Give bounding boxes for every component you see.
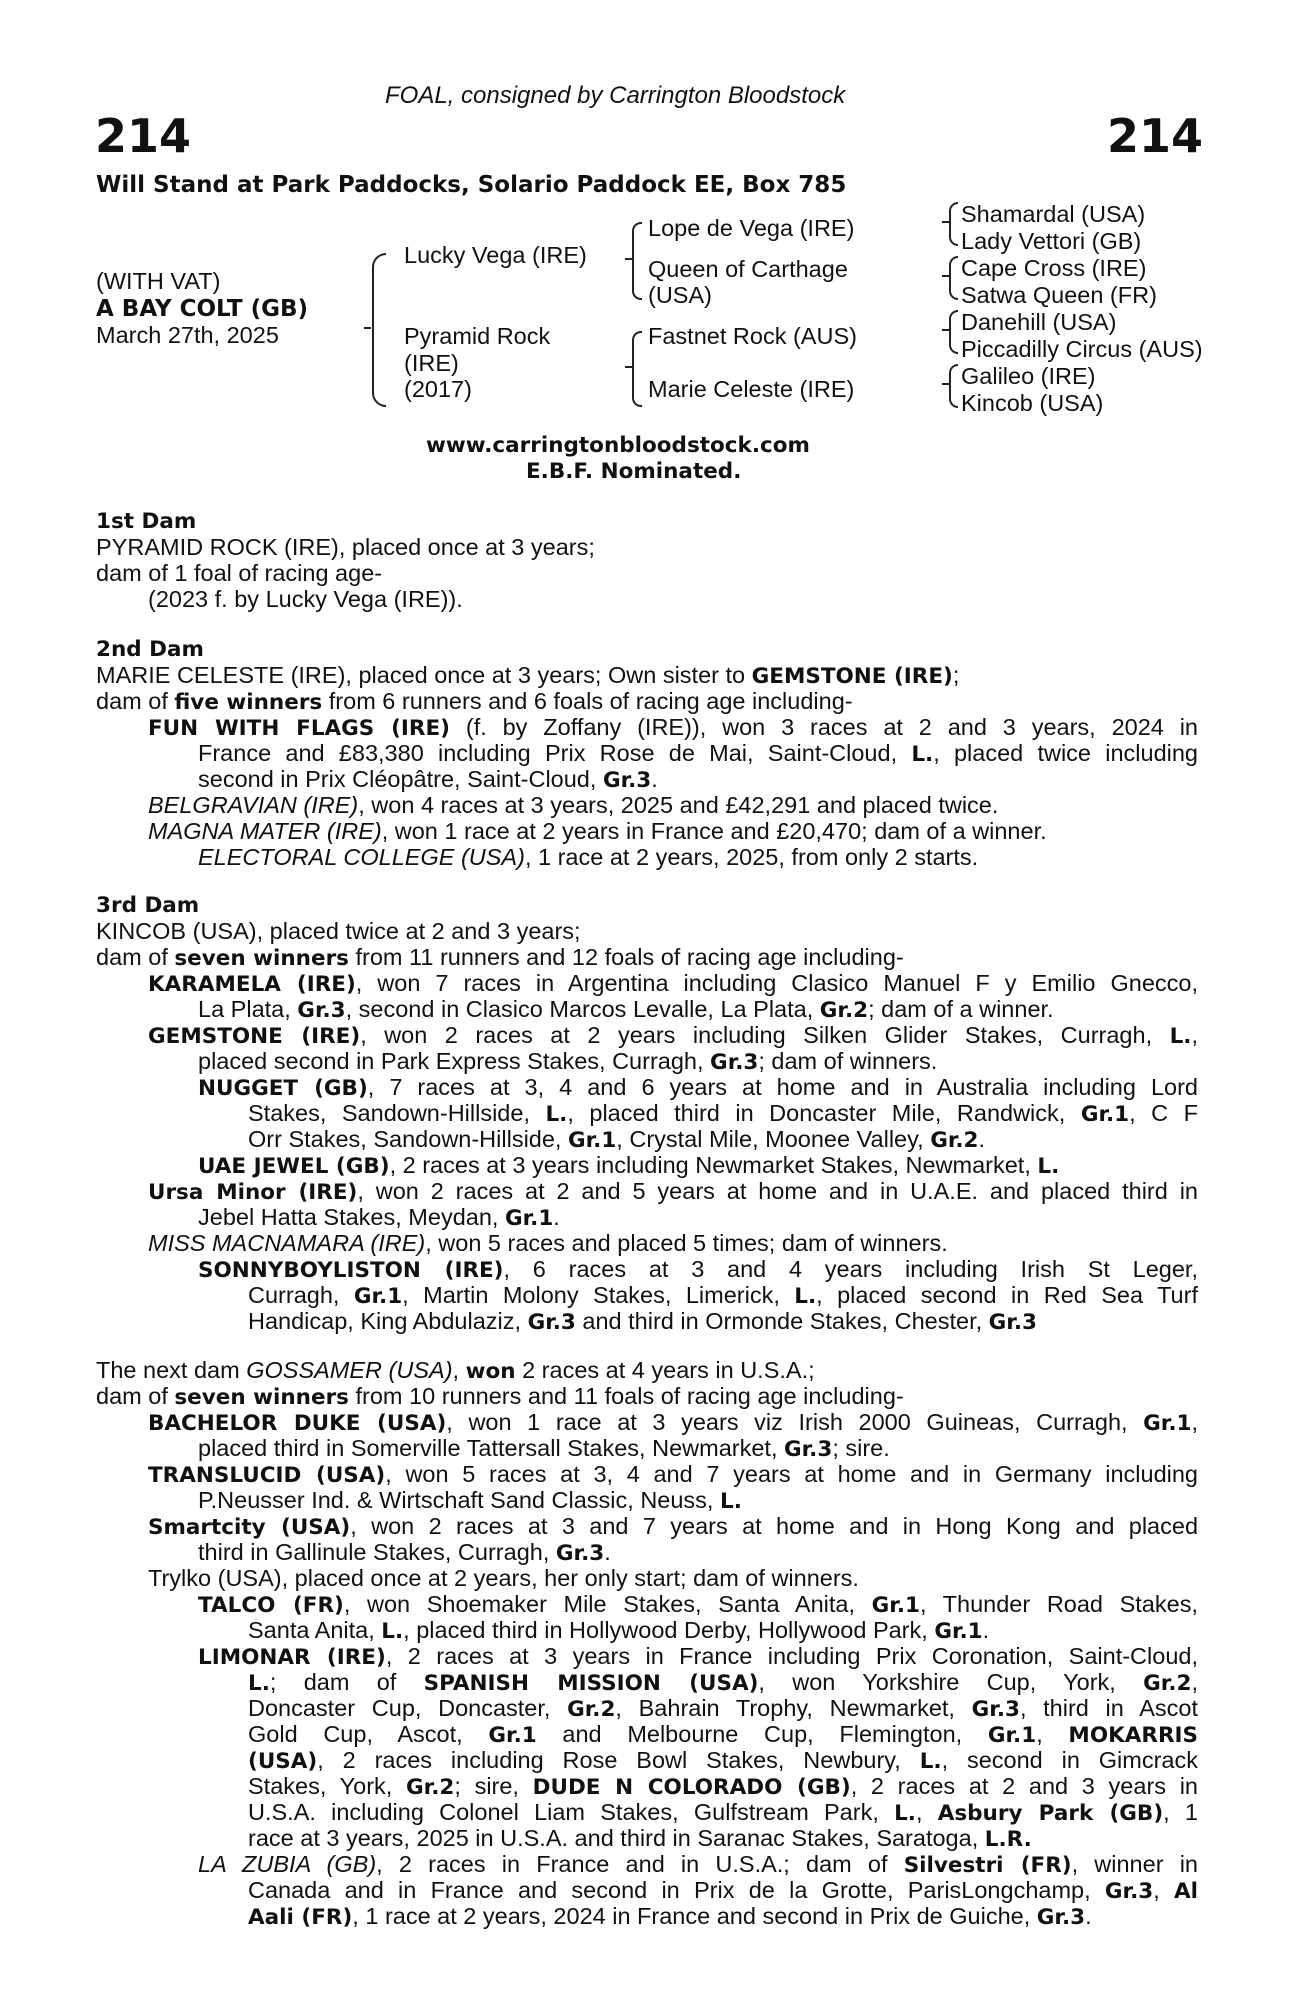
pedigree-bracket-sire-tip [625, 258, 632, 260]
pedigree-bracket-dam-tip [625, 366, 632, 368]
pedigree-dam-dam: Marie Celeste (IRE) [648, 376, 855, 402]
entry-bachelor-duke-line2: placed third in Somerville Tattersall Stakes, Newmarket, Gr.3; sire. [198, 1435, 890, 1462]
entry-talco-line1: TALCO (FR), won Shoemaker Mile Stakes, Santa Anita, Gr.1, Thunder Road Stakes, [198, 1591, 1198, 1618]
pedigree-bracket-g3d [949, 364, 958, 408]
pedigree-dam-line1: Pyramid Rock [404, 323, 551, 349]
entry-nugget-line1: NUGGET (GB), 7 races at 3, 4 and 6 years at home and in Australia including Lord [198, 1074, 1198, 1101]
website-link[interactable]: www.carringtonbloodstock.com [426, 433, 810, 458]
entry-limonar-line3: Doncaster Cup, Doncaster, Gr.2, Bahrain Trophy, Newmarket, Gr.3, third in Ascot [248, 1695, 1198, 1722]
second-dam-heading: 2nd Dam [96, 637, 204, 662]
foal-consignment-line: FOAL, consigned by Carrington Bloodstock [385, 82, 846, 109]
entry-limonar-line4: Gold Cup, Ascot, Gr.1 and Melbourne Cup, Flemington, Gr.1, MOKARRIS [248, 1721, 1198, 1748]
horse-name: A BAY COLT (GB) [96, 296, 309, 322]
entry-sonnyboyliston-line1: SONNYBOYLISTON (IRE), 6 races at 3 and 4 years including Irish St Leger, [198, 1256, 1198, 1283]
pedigree-sire: Lucky Vega (IRE) [404, 242, 587, 268]
pedigree-g3-6: Piccadilly Circus (AUS) [961, 336, 1203, 362]
entry-nugget-line3: Orr Stakes, Sandown-Hillside, Gr.1, Crystal Mile, Moonee Valley, Gr.2. [248, 1126, 986, 1153]
entry-ursa-minor-line2: Jebel Hatta Stakes, Meydan, Gr.1. [198, 1204, 560, 1231]
third-dam-line1: KINCOB (USA), placed twice at 2 and 3 years; [96, 918, 581, 944]
entry-miss-macnamara: MISS MACNAMARA (IRE), won 5 races and placed 5 times; dam of winners. [148, 1230, 948, 1256]
date-of-birth: March 27th, 2025 [96, 322, 279, 348]
entry-la-zubia-line3: Aali (FR), 1 race at 2 years, 2024 in France and second in Prix de Guiche, Gr.3. [248, 1903, 1092, 1930]
pedigree-g3-3: Cape Cross (IRE) [961, 255, 1147, 281]
entry-ursa-minor-line1: Ursa Minor (IRE), won 2 races at 2 and 5 years at home and in U.A.E. and placed third in [148, 1178, 1198, 1205]
entry-gemstone-line2: placed second in Park Express Stakes, Curragh, Gr.3; dam of winners. [198, 1048, 938, 1075]
ebf-nominated: E.B.F. Nominated. [526, 459, 742, 484]
pedigree-bracket-g3b-tip [942, 275, 949, 277]
entry-la-zubia-line2: Canada and in France and second in Prix de la Grotte, ParisLongchamp, Gr.3, Al [248, 1877, 1199, 1904]
entry-gemstone-line1: GEMSTONE (IRE), won 2 races at 2 years including Silken Glider Stakes, Curragh, L., [148, 1022, 1198, 1049]
next-dam-line2: dam of seven winners from 10 runners and 11 foals of racing age including- [96, 1383, 904, 1410]
pedigree-bracket-dam [632, 331, 642, 407]
pedigree-dam-line3: (2017) [404, 376, 472, 402]
pedigree-sire-dam-line2: (USA) [648, 282, 712, 308]
pedigree-bracket-g3c-tip [942, 329, 949, 331]
entry-fun-with-flags-line1: FUN WITH FLAGS (IRE) (f. by Zoffany (IRE)), won 3 races at 2 and 3 years, 2024 in [148, 714, 1198, 741]
stand-location: Will Stand at Park Paddocks, Solario Paddock EE, Box 785 [96, 172, 847, 198]
second-dam-line1: MARIE CELESTE (IRE), placed once at 3 years; Own sister to GEMSTONE (IRE); [96, 662, 960, 689]
entry-nugget-line2: Stakes, Sandown-Hillside, L., placed third in Doncaster Mile, Randwick, Gr.1, C F [248, 1100, 1198, 1127]
entry-fun-with-flags-line2: France and £83,380 including Prix Rose de Mai, Saint-Cloud, L., placed twice including [198, 740, 1198, 767]
entry-limonar-line1: LIMONAR (IRE), 2 races at 3 years in France including Prix Coronation, Saint-Cloud, [198, 1643, 1198, 1670]
entry-karamela-line1: KARAMELA (IRE), won 7 races in Argentina including Clasico Manuel F y Emilio Gnecco, [148, 970, 1198, 997]
entry-smartcity-line2: third in Gallinule Stakes, Curragh, Gr.3. [198, 1539, 611, 1566]
entry-electoral-college: ELECTORAL COLLEGE (USA), 1 race at 2 years, 2025, from only 2 starts. [198, 844, 979, 870]
entry-sonnyboyliston-line2: Curragh, Gr.1, Martin Molony Stakes, Limerick, L., placed second in Red Sea Turf [248, 1282, 1198, 1309]
pedigree-bracket-main-tip [364, 327, 371, 329]
entry-talco-line2: Santa Anita, L., placed third in Hollywood Derby, Hollywood Park, Gr.1. [248, 1617, 990, 1644]
pedigree-g3-2: Lady Vettori (GB) [961, 228, 1142, 254]
pedigree-bracket-g3c [949, 310, 958, 354]
pedigree-bracket-g3a [949, 202, 958, 246]
first-dam-heading: 1st Dam [96, 509, 197, 534]
pedigree-g3-8: Kincob (USA) [961, 390, 1104, 416]
entry-translucid-line1: TRANSLUCID (USA), won 5 races at 3, 4 and 7 years at home and in Germany including [148, 1461, 1198, 1488]
pedigree-dam-sire: Fastnet Rock (AUS) [648, 323, 857, 349]
entry-trylko: Trylko (USA), placed once at 2 years, her only start; dam of winners. [148, 1565, 859, 1591]
entry-limonar-line6: Stakes, York, Gr.2; sire, DUDE N COLORADO (GB), 2 races at 2 and 3 years in [248, 1773, 1199, 1800]
lot-number-right: 214 [1106, 109, 1203, 163]
pedigree-bracket-g3d-tip [942, 383, 949, 385]
pedigree-sire-sire: Lope de Vega (IRE) [648, 215, 855, 241]
entry-belgravian: BELGRAVIAN (IRE), won 4 races at 3 years, 2025 and £42,291 and placed twice. [148, 792, 999, 818]
entry-limonar-line5: (USA), 2 races including Rose Bowl Stakes, Newbury, L., second in Gimcrack [248, 1747, 1198, 1774]
first-dam-line3: (2023 f. by Lucky Vega (IRE)). [148, 586, 463, 612]
pedigree-g3-1: Shamardal (USA) [961, 201, 1146, 227]
entry-magna-mater: MAGNA MATER (IRE), won 1 race at 2 years in France and £20,470; dam of a winner. [148, 818, 1047, 844]
pedigree-bracket-g3a-tip [942, 221, 949, 223]
second-dam-line2: dam of five winners from 6 runners and 6 foals of racing age including- [96, 688, 853, 715]
entry-limonar-line2: L.; dam of SPANISH MISSION (USA), won Yorkshire Cup, York, Gr.2, [248, 1669, 1198, 1696]
entry-smartcity-line1: Smartcity (USA), won 2 races at 3 and 7 years at home and in Hong Kong and placed [148, 1513, 1199, 1540]
next-dam-line1: The next dam GOSSAMER (USA), won 2 races at 4 years in U.S.A.; [96, 1357, 815, 1384]
entry-uae-jewel: UAE JEWEL (GB), 2 races at 3 years including Newmarket Stakes, Newmarket, L. [198, 1152, 1060, 1179]
entry-sonnyboyliston-line3: Handicap, King Abdulaziz, Gr.3 and third in Ormonde Stakes, Chester, Gr.3 [248, 1308, 1037, 1335]
entry-karamela-line2: La Plata, Gr.3, second in Clasico Marcos Levalle, La Plata, Gr.2; dam of a winner. [198, 996, 1054, 1023]
third-dam-line2: dam of seven winners from 11 runners and 12 foals of racing age including- [96, 944, 904, 971]
entry-bachelor-duke-line1: BACHELOR DUKE (USA), won 1 race at 3 years viz Irish 2000 Guineas, Curragh, Gr.1, [148, 1409, 1198, 1436]
lot-number-left: 214 [95, 109, 192, 163]
entry-translucid-line2: P.Neusser Ind. & Wirtschaft Sand Classic, Neuss, L. [198, 1487, 742, 1514]
vat-note: (WITH VAT) [96, 268, 221, 294]
pedigree-sire-dam-line1: Queen of Carthage [648, 256, 848, 282]
entry-fun-with-flags-line3: second in Prix Cléopâtre, Saint-Cloud, Gr.3. [198, 766, 658, 793]
pedigree-bracket-sire [632, 222, 642, 300]
pedigree-g3-5: Danehill (USA) [961, 309, 1117, 335]
pedigree-g3-7: Galileo (IRE) [961, 363, 1096, 389]
pedigree-g3-4: Satwa Queen (FR) [961, 282, 1157, 308]
entry-limonar-line8: race at 3 years, 2025 in U.S.A. and third in Saranac Stakes, Saratoga, L.R. [248, 1825, 1032, 1852]
first-dam-line2: dam of 1 foal of racing age- [96, 560, 383, 586]
entry-limonar-line7: U.S.A. including Colonel Liam Stakes, Gulfstream Park, L., Asbury Park (GB), 1 [248, 1799, 1198, 1826]
pedigree-bracket-main [372, 253, 386, 407]
third-dam-heading: 3rd Dam [96, 893, 200, 918]
pedigree-dam-line2: (IRE) [404, 350, 459, 376]
entry-la-zubia-line1: LA ZUBIA (GB), 2 races in France and in U.S.A.; dam of Silvestri (FR), winner in [198, 1851, 1198, 1878]
pedigree-bracket-g3b [949, 256, 958, 300]
first-dam-line1: PYRAMID ROCK (IRE), placed once at 3 years; [96, 534, 595, 560]
